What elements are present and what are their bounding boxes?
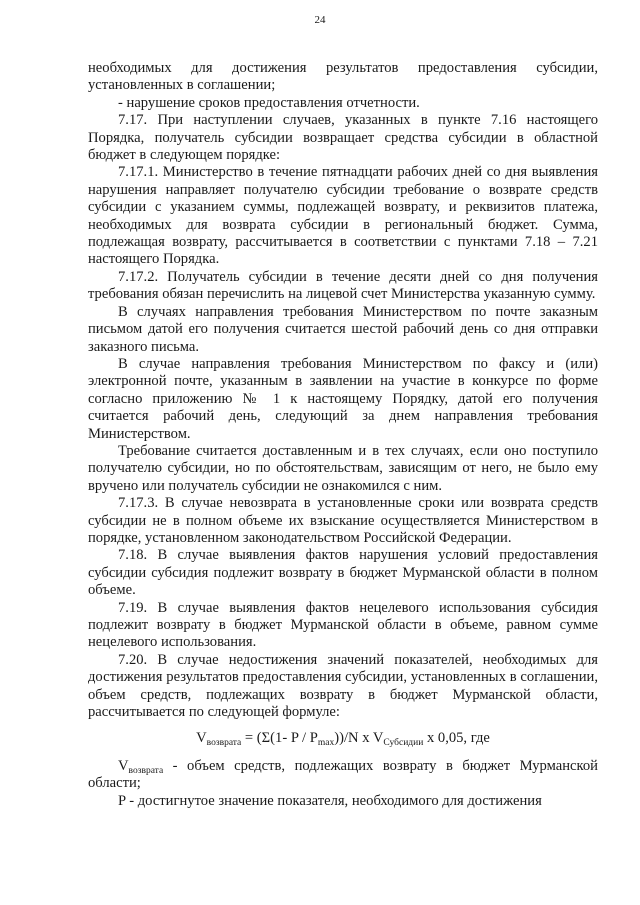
paragraph-7-19: 7.19. В случае выявления фактов нецелевого использования субсидия подлежит возврату в бюджет Мурманской области в объеме, равном сумме нецелевого использования. [88, 599, 598, 651]
definition-p-symbol: P [118, 792, 126, 809]
definition-v [88, 758, 598, 793]
paragraph-7-17-1: 7.17.1. Министерство в течение пятнадцати рабочих дней со дня выявления нарушения направляет получателю субсидии требование о возврате средств субсидии с указанием суммы, подлежащей возврату, и реквизитов платежа, необходимых для возврата субсидии в региональный бюджет. Сумма, подлежащая возврату, рассчитывается в соответствии с пунктами 7.18 – 7.21 настоящего Порядка. [88, 164, 598, 268]
definition-p [88, 793, 598, 810]
paragraph-delivered: Требование считается доставленным и в тех случаях, если оно поступило получателю субсидии, но по обстоятельствам, зависящим от него, не было ему вручено или получатель субсидии не ознакомился с ним. [88, 442, 598, 494]
definition-v-text: - объем средств, подлежащих возврату в бюджет Мурманской области; [88, 757, 598, 792]
paragraph-mail: В случаях направления требования Министерством по почте заказным письмом датой его получения считается шестой рабочий день со дня отправки заказного письма. [88, 303, 598, 355]
paragraph-7-17-3: 7.17.3. В случае невозврата в установленные сроки или возврата средств субсидии не в полном объеме их взыскание осуществляется Министерством в порядке, установленном законодательством Российской Федерации. [88, 495, 598, 546]
paragraph-7-17: 7.17. При наступлении случаев, указанных в пункте 7.16 настоящего Порядка, получатель субсидии возвращает средства субсидии в областной бюджет в следующем порядке: [88, 112, 598, 164]
formula-v: V [196, 730, 207, 747]
definition-v-symbol: V [118, 757, 129, 774]
paragraph-fax: В случае направления требования Министерством по факсу и (или) электронной почте, указанным в заявлении на участие в конкурсе по форме согласно приложению № 1 к настоящему Порядку, датой его получения считается рабочий день, следующий за днем направления требования Министерством. [88, 355, 598, 442]
paragraph-1: необходимых для достижения результатов предоставления субсидии, установленных в соглашении; [88, 60, 598, 94]
formula-part1: = (Σ(1- P / P [241, 730, 318, 747]
page-number: 24 [314, 14, 326, 26]
formula-part3: x 0,05, где [423, 730, 490, 747]
paragraph-7-18: 7.18. В случае выявления фактов нарушения условий предоставления субсидии субсидия подлежит возврату в бюджет Мурманской области в полном объеме. [88, 547, 598, 599]
formula-pmax-sub: max [317, 738, 335, 749]
document-body [88, 60, 598, 810]
formula-vsub-sub: Субсидии [383, 738, 424, 749]
paragraph-7-20: 7.20. В случае недостижения значений показателей, необходимых для достижения результатов предоставления субсидии, установленных в соглашении, объем средств, подлежащих возврату в бюджет Мурманской области, рассчитывается по следующей формуле: [88, 651, 598, 721]
formula-part2: ))/N x V [334, 730, 384, 747]
formula-v-sub: возврата [206, 738, 242, 749]
definition-p-text: - достигнутое значение показателя, необходимого для достижения [125, 792, 542, 809]
formula [88, 730, 598, 747]
paragraph-7-17-2: 7.17.2. Получатель субсидии в течение десяти дней со дня получения требования обязан перечислить на лицевой счет Министерства указанную сумму. [88, 268, 598, 303]
definition-v-sub: возврата [128, 765, 164, 776]
paragraph-2: - нарушение сроков предоставления отчетности. [118, 94, 420, 111]
